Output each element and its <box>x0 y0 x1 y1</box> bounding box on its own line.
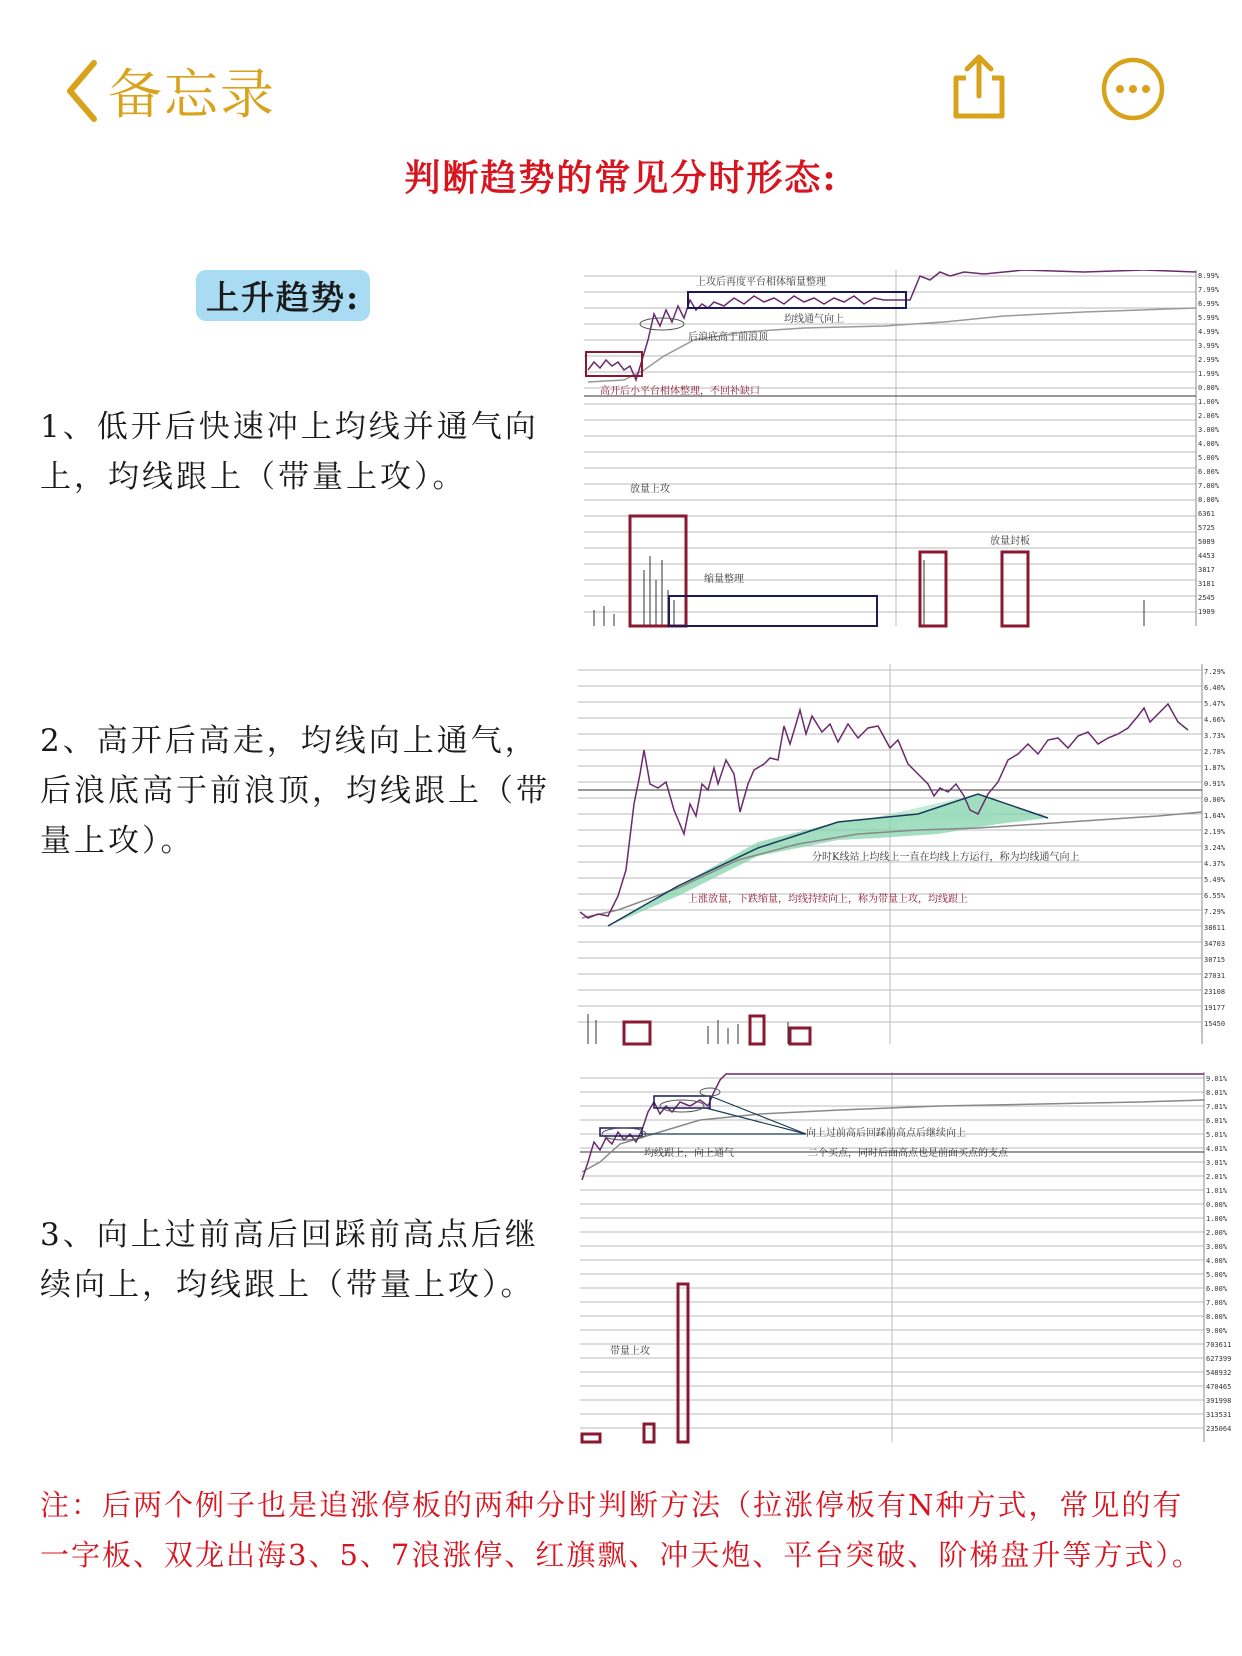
y-tick-label: 6361 <box>1198 510 1215 518</box>
chart-1-graphic <box>584 270 1236 628</box>
y-tick-label: 1.64% <box>1204 812 1226 820</box>
y-tick-label: 2.00% <box>1198 412 1220 420</box>
chevron-left-icon <box>64 59 98 123</box>
chart-3-y-ticks <box>1206 1075 1231 1433</box>
chart-2-price-line <box>580 704 1188 918</box>
chart-3-ann-4: 带量上攻 <box>610 1346 650 1357</box>
y-tick-label: 5.47% <box>1204 700 1226 708</box>
chart-2-vol-box-1 <box>624 1022 650 1044</box>
chart-1-ann-vol2: 缩量整理 <box>704 574 744 585</box>
y-tick-label: 2.01% <box>1206 1173 1228 1181</box>
share-button[interactable] <box>948 52 1010 126</box>
y-tick-label: 3181 <box>1198 580 1215 588</box>
y-tick-label: 8.00% <box>1206 1313 1228 1321</box>
y-tick-label: 7.00% <box>1206 1299 1228 1307</box>
y-tick-label: 9.00% <box>1206 1327 1228 1335</box>
chart-1-avg-line <box>588 308 1196 382</box>
y-tick-label: 8.00% <box>1198 496 1220 504</box>
y-tick-label: 6.40% <box>1204 684 1226 692</box>
y-tick-label: 313531 <box>1206 1411 1232 1419</box>
y-tick-label: 0.91% <box>1204 780 1226 788</box>
y-tick-label: 3.00% <box>1198 426 1220 434</box>
top-nav-bar <box>0 0 1242 150</box>
chart-3-graphic <box>580 1072 1236 1444</box>
chart-2-y-ticks <box>1204 668 1226 1028</box>
y-tick-label: 2545 <box>1198 594 1215 602</box>
chart-1-ann-vol3: 放量封板 <box>990 536 1030 547</box>
y-tick-label: 235064 <box>1206 1425 1232 1433</box>
y-tick-label: 30715 <box>1204 956 1226 964</box>
y-tick-label: 0.00% <box>1206 1201 1228 1209</box>
chart-1-ann-wave: 后浪底高于前浪顶 <box>688 332 768 343</box>
y-tick-label: 627399 <box>1206 1355 1232 1363</box>
y-tick-label: 3.73% <box>1204 732 1226 740</box>
y-tick-label: 6.00% <box>1206 1285 1228 1293</box>
chart-3-ann-2: 均线跟上，向上通气 <box>644 1148 734 1159</box>
y-tick-label: 9.01% <box>1206 1075 1228 1083</box>
chart-1-ann-vol1: 放量上攻 <box>630 484 670 495</box>
y-tick-label: 3.00% <box>1206 1243 1228 1251</box>
chart-1-gridlines <box>584 270 1196 626</box>
y-tick-label: 3.01% <box>1206 1159 1228 1167</box>
y-tick-label: 7.29% <box>1204 908 1226 916</box>
y-tick-label: 1909 <box>1198 608 1215 616</box>
list-item: 2、高开后高走，均线向上通气，后浪底高于前浪顶，均线跟上（带量上攻）。 <box>40 723 550 859</box>
y-tick-label: 7.00% <box>1198 482 1220 490</box>
more-options-button[interactable] <box>1100 56 1166 126</box>
list-item: 3、向上过前高后回踩前高点后继续向上，均线跟上（带量上攻）。 <box>40 1217 539 1303</box>
chart-3-vol-bar-3 <box>582 1434 600 1442</box>
chart-2-ann-2: 上涨放量，下跌缩量，均线持续向上，称为带量上攻，均线跟上 <box>688 894 968 905</box>
y-tick-label: 0.00% <box>1204 796 1226 804</box>
y-tick-label: 1.01% <box>1206 1187 1228 1195</box>
chart-1-ann-top: 上攻后再度平台相体缩量整理 <box>696 277 826 288</box>
y-tick-label: 5089 <box>1198 538 1215 546</box>
chart-2-vol-box-2 <box>750 1016 764 1044</box>
y-tick-label: 5.99% <box>1198 314 1220 322</box>
y-tick-label: 19177 <box>1204 1004 1226 1012</box>
ellipsis-circle-icon <box>1100 56 1166 122</box>
y-tick-label: 2.00% <box>1206 1229 1228 1237</box>
y-tick-label: 1.99% <box>1198 370 1220 378</box>
chart-1-vol-box-4 <box>1002 552 1028 626</box>
y-tick-label: 23108 <box>1204 988 1226 996</box>
chart-2-graphic <box>578 664 1236 1046</box>
chart-3-ann-1: 向上过前高后回踩前高点后继续向上 <box>806 1128 966 1139</box>
chart-3-pointer-3 <box>710 1096 806 1134</box>
y-tick-label: 8.99% <box>1198 272 1220 280</box>
list-item: 1、低开后快速冲上均线并通气向上，均线跟上（带量上攻）。 <box>40 409 539 495</box>
y-tick-label: 7.29% <box>1204 668 1226 676</box>
y-tick-label: 6.55% <box>1204 892 1226 900</box>
y-tick-label: 1.00% <box>1198 398 1220 406</box>
y-tick-label: 15450 <box>1204 1020 1226 1028</box>
y-tick-label: 548932 <box>1206 1369 1232 1377</box>
y-tick-label: 5.00% <box>1206 1271 1228 1279</box>
y-tick-label: 4.37% <box>1204 860 1226 868</box>
chart-1-y-ticks <box>1198 272 1220 616</box>
intraday-chart-1 <box>584 270 1236 628</box>
y-tick-label: 0.00% <box>1198 384 1220 392</box>
chart-2-ann-1: 分时K线站上均线上一直在均线上方运行，称为均线通气向上 <box>812 852 1080 863</box>
chart-1-box-top <box>688 292 906 308</box>
y-tick-label: 5.49% <box>1204 876 1226 884</box>
y-tick-label: 2.99% <box>1198 356 1220 364</box>
y-tick-label: 4.00% <box>1198 440 1220 448</box>
y-tick-label: 5.01% <box>1206 1131 1228 1139</box>
chart-2-volume-bars <box>588 1014 788 1044</box>
y-tick-label: 38611 <box>1204 924 1226 932</box>
y-tick-label: 4.66% <box>1204 716 1226 724</box>
y-tick-label: 2.78% <box>1204 748 1226 756</box>
y-tick-label: 1.00% <box>1206 1215 1228 1223</box>
y-tick-label: 391998 <box>1206 1397 1232 1405</box>
chart-2-vol-box-3 <box>790 1028 810 1044</box>
y-tick-label: 3.99% <box>1198 342 1220 350</box>
chart-3-ann-3: 二个买点，同时后面高点也是前面买点的支点 <box>808 1148 1008 1159</box>
y-tick-label: 4.00% <box>1206 1257 1228 1265</box>
intraday-chart-3 <box>580 1072 1236 1444</box>
share-icon <box>948 52 1010 122</box>
footnote: 注：后两个例子也是追涨停板的两种分时判断方法（拉涨停板有N种方式，常见的有一字板、双龙出海3、5、7浪涨停、红旗飘、冲天炮、平台突破、阶梯盘升等方式）。 <box>40 1488 1203 1572</box>
y-tick-label: 5.00% <box>1198 454 1220 462</box>
y-tick-label: 7.01% <box>1206 1103 1228 1111</box>
back-button[interactable] <box>64 52 276 129</box>
chart-1-ann-low: 高开后小平台相体整理，不回补缺口 <box>600 386 760 397</box>
y-tick-label: 27031 <box>1204 972 1226 980</box>
y-tick-label: 470465 <box>1206 1383 1232 1391</box>
y-tick-label: 6.99% <box>1198 300 1220 308</box>
section-label: 上升趋势: <box>196 270 370 321</box>
y-tick-label: 6.01% <box>1206 1117 1228 1125</box>
y-tick-label: 6.00% <box>1198 468 1220 476</box>
y-tick-label: 5725 <box>1198 524 1215 532</box>
y-tick-label: 703611 <box>1206 1341 1232 1349</box>
y-tick-label: 7.99% <box>1198 286 1220 294</box>
y-tick-label: 8.01% <box>1206 1089 1228 1097</box>
y-tick-label: 3.24% <box>1204 844 1226 852</box>
y-tick-label: 34703 <box>1204 940 1226 948</box>
chart-3-vol-bar-1 <box>678 1284 688 1442</box>
y-tick-label: 2.19% <box>1204 828 1226 836</box>
y-tick-label: 4.01% <box>1206 1145 1228 1153</box>
y-tick-label: 3817 <box>1198 566 1215 574</box>
intraday-chart-2 <box>578 664 1236 1046</box>
y-tick-label: 4453 <box>1198 552 1215 560</box>
chart-1-volume-bars <box>594 556 1144 626</box>
y-tick-label: 4.99% <box>1198 328 1220 336</box>
chart-1-vol-box-2 <box>669 596 877 626</box>
chart-1-ann-avg: 均线通气向上 <box>784 314 844 325</box>
page-title: 判断趋势的常见分时形态: <box>404 157 838 199</box>
y-tick-label: 1.87% <box>1204 764 1226 772</box>
back-label: 备忘录 <box>108 63 276 126</box>
chart-3-vol-bar-2 <box>644 1424 654 1442</box>
